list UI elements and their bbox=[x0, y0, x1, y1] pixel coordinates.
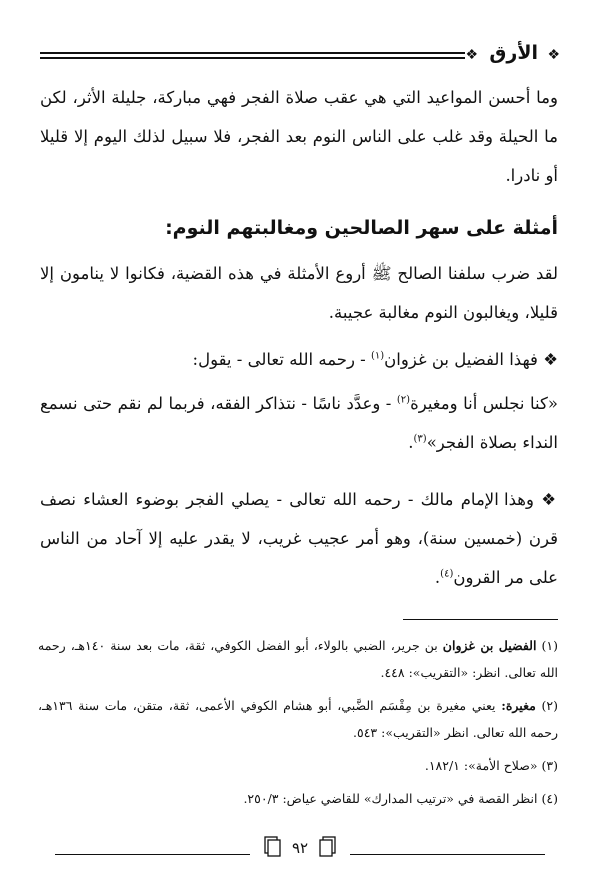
page-header bbox=[40, 40, 560, 70]
footnote-ref[interactable]: (٢) bbox=[396, 394, 411, 406]
paragraph-5 bbox=[40, 480, 558, 597]
page-footer bbox=[55, 833, 545, 863]
footnotes bbox=[38, 632, 558, 818]
quote-text: «كنا نجلس أنا ومغيرة bbox=[410, 394, 558, 413]
footnote bbox=[38, 752, 558, 779]
ornament-icon: ❖ bbox=[465, 47, 478, 63]
bullet-icon: ❖ bbox=[541, 490, 559, 509]
footnote-number: (٢) bbox=[541, 698, 558, 713]
footnote-number: (٣) bbox=[541, 758, 558, 773]
footnote-ref[interactable]: (٣) bbox=[413, 433, 427, 445]
paragraph-3 bbox=[40, 340, 558, 379]
footnote-number: (١) bbox=[541, 638, 558, 653]
paragraph-1: وما أحسن المواعيد التي هي عقب صلاة الفجر فهي مباركة، جليلة الأثر، لكن ما الحيلة وقد غلب على الناس النوم بعد الفجر، فلا سبيل لذلك اليوم إلا قليلا أو نادرا. bbox=[40, 88, 558, 185]
paragraph-text: فهذا الفضيل بن غزوان bbox=[384, 350, 538, 369]
quote-text: - وعدَّد ناسًا - نتذاكر الفقه، فربما لم نقم حتى نسمع النداء بصلاة الفجر» bbox=[40, 394, 558, 452]
section-heading: أمثلة على سهر الصالحين ومغالبتهم النوم: bbox=[165, 217, 558, 239]
pages-icon bbox=[319, 836, 337, 858]
footnote bbox=[38, 632, 558, 686]
footer-rule bbox=[55, 854, 250, 855]
page-number: ٩٢ bbox=[291, 839, 309, 857]
paragraph-text: وهذا الإمام مالك - رحمه الله تعالى - يصلي الفجر بوضوء العشاء نصف قرن (خمسين سنة)، وهو أمر عجيب غريب، لا يقدر عليه إلا آحاد من الناس على مر القرون bbox=[40, 490, 558, 587]
footer-rule bbox=[350, 854, 545, 855]
header-rule-bottom bbox=[40, 57, 465, 59]
footnote-number: (٤) bbox=[541, 791, 558, 806]
footnote-ref[interactable]: (١) bbox=[370, 350, 385, 362]
header-rule-top bbox=[40, 52, 465, 54]
quote-text: . bbox=[408, 433, 414, 452]
paragraph-text: - رحمه الله تعالى - يقول: bbox=[192, 350, 371, 369]
footnote-bold: مغيرة: bbox=[501, 698, 536, 713]
footnote-text: انظر القصة في «ترتيب المدارك» للقاضي عياض: ٢٥٠/٣. bbox=[243, 791, 538, 806]
footnote bbox=[38, 785, 558, 812]
paragraph-text: . bbox=[434, 568, 441, 587]
footnote-ref[interactable]: (٤) bbox=[440, 568, 454, 580]
running-title: الأرق bbox=[489, 42, 538, 64]
paragraph-2: لقد ضرب سلفنا الصالح ﷺ أروع الأمثلة في هذه القضية، فكانوا لا ينامون إلا قليلا، ويغالبون النوم مغالبة عجيبة. bbox=[40, 264, 558, 322]
footnote-text: يعني مغيرة بن مِقْسَم الضَّبي، أبو هشام الكوفي الأعمى، ثقة، متقن، مات سنة ١٣٦هـ، رحمه الله تعالى. انظر «التقريب»: ٥٤٣. bbox=[38, 698, 558, 740]
paragraph-4 bbox=[40, 384, 558, 462]
footnote-text: «صلاح الأمة»: ١٨٢/١. bbox=[424, 758, 538, 773]
ornament-icon: ❖ bbox=[547, 47, 560, 63]
footnote bbox=[38, 692, 558, 746]
bullet-icon: ❖ bbox=[543, 350, 558, 369]
footnote-text: بن جرير، الضبي بالولاء، أبو الفضل الكوفي، ثقة، مات بعد سنة ١٤٠هـ، رحمه الله تعالى. انظر: «التقريب»: ٤٤٨. bbox=[38, 638, 558, 680]
footnote-bold: الفضيل بن غزوان bbox=[442, 638, 537, 653]
footnote-separator bbox=[403, 619, 558, 620]
pages-icon bbox=[263, 836, 281, 858]
